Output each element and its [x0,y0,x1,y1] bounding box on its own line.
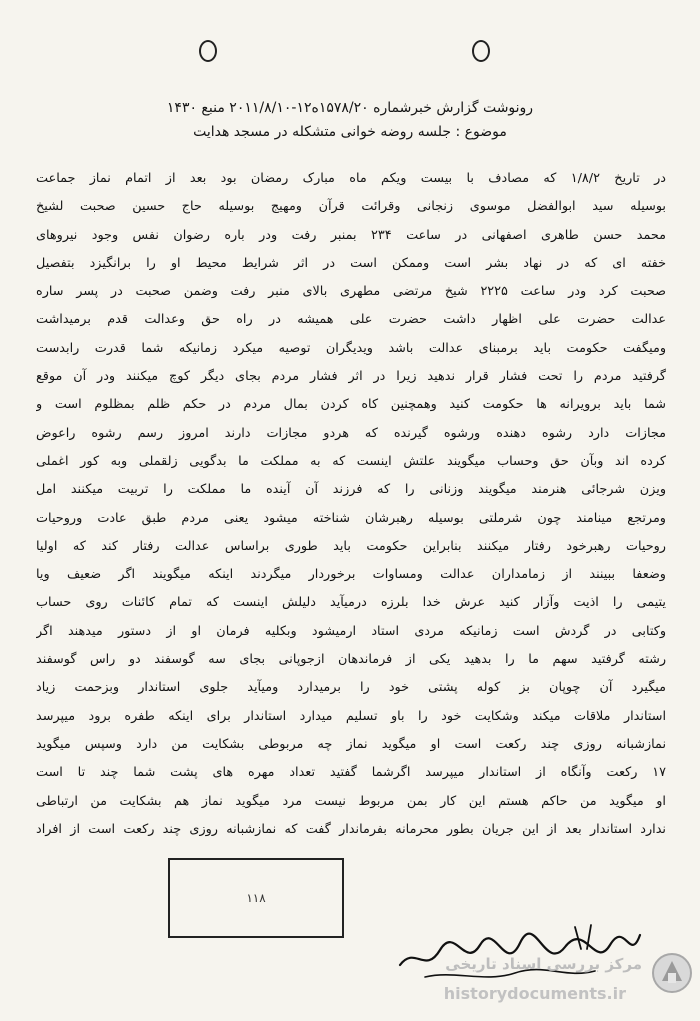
body-line: بوسیله سید ابوالفضل موسوی زنجانی وقرائت قرآن ومهیج بوسیله حاج حسین صحبت لشیخ [36,199,666,215]
body-line: ومیگفت حکومت باید برمبنای عدالت باشد ویدیگران توصیه میکرد زمانیکه شما قدرت رابدست [36,340,666,356]
document-header [60,96,640,144]
body-line: محمد حسن طاهری اصفهانی در ساعت ۲۳۴ بمنبر رفت ودر باره رضوان نفس وجود نیروهای [36,227,666,243]
body-line: وکتابی در گردش است زمانیکه مردی استاد ارمیشود وبکلیه فرمان او از دستور میدهند اگر [36,623,666,639]
body-line: گرفتید مردم را تحت فشار قرار ندهید زیرا در اثر فشار مردم بجای دیگر کوچ میکنند ودر آن موقع [36,369,666,385]
archive-watermark-url: historydocuments.ir [443,984,626,1003]
body-line: استاندار ملاقات میکند وشکایت خود را باو تسلیم میدارد استاندار برای اینکه طفره برود میپرسد [36,708,666,724]
report-reference-line: رونوشت گزارش خبرشماره ۱۵۷۸/۲۰ه۱۲-۲۰۱۱/۸/۱۰ منبع ۱۴۳۰ [166,100,534,116]
body-line: عدالت حضرت علی اظهار داشت حضرت علی همیشه در راه حق وعدالت قدم برمیداشت [36,312,666,328]
report-body [36,165,666,844]
body-line: خفته ای که در نهاد بشر است وممکن است در اثر شرایط محیط او را برانگیزد بتفصیل [36,255,666,271]
report-subject-line: موضوع : جلسه روضه خوانی متشکله در مسجد هدایت [193,124,507,140]
body-line: روحیات رهبرخود رفتار میکنند بنابراین حکومت باید طوری براساس عدالت رفتار کند که اولیا [36,538,666,554]
body-line: ومرتجع مینامند چون شرملتی بوسیله رهبرشان شناخته میشود یعنی مردم طبق عادت وروحیات [36,510,666,526]
archive-logo-icon [650,951,694,995]
body-line: مجازات دارد رشوه دهنده ورشوه گیرنده که هردو مجازات دارند امروز رسم رشوه راعوض [36,425,666,441]
body-line: نمازشبانه روزی چند رکعت است او میگوید نماز چه مربوطی بشکایت من دارد وسپس میگوید [36,736,666,752]
body-line: ندارد استاندار بعد از این جریان بطور محرمانه بفرماندار گفت که نمازشبانه روزی چند رکعت است از افراد [36,821,666,837]
archive-watermark-name: مرکز بررسی اسناد تاریخی [445,955,642,973]
body-line: شما باید برویرانه ها حکومت کنید وهمچنین کاه کردن بمال مردم در حکم ظلم بمظلوم است و [36,397,666,413]
stamp-box [168,858,344,938]
body-line: ویزن شرجائی هنرمند میگویند وزنانی را که فرزند آن آینده ما مملکت را تربیت میکنند امل [36,482,666,498]
body-line: کرده اند وبآن حق وحساب میگویند علتش اینست که به مملکت ما بدگویی زلقملی وبه کور اغملی [36,453,666,469]
stamp-number: ۱۱۸ [246,891,266,905]
body-line: او میگوید من حاکم هستم این کار بمن مربوط نیست مرد میگوید نماز هم بشکایت من ارتباطی [36,793,666,809]
punch-hole-right [472,40,490,62]
body-line: یتیمی را اذیت وآزار کنید عرش خدا بلرزه درمیآید دلیلش اینست که تمام کائنات روی حساب [36,595,666,611]
body-line: صحبت کرد ودر ساعت ۲۲۲۵ شیخ مرتضی مطهری بالای منبر رفت وضمن صحبت در پسر ساره [36,284,666,300]
body-line: ۱۷ رکعت وآنگاه از استاندار میپرسد اگرشما گفتید تعداد مهره های پشت شما چند تا است [36,765,666,781]
body-line: میگیرد آن چوپان بز کوله پشتی خود را برمیدارد ومیآید جلوی استاندار وبزحمت زیاد [36,680,666,696]
body-line: وضعفا ببینند از زمامداران عدالت ومساوات برخوردار میگردند اینکه میگویند اگر ضعیف ویا [36,567,666,583]
body-line: در تاریخ ۱/۸/۲ که مصادف با بیست ویکم ماه مبارک رمضان بود بعد از اتمام نماز جماعت [36,171,666,186]
body-line: رشته گرفتید سهم ما را بدهید یکی از فرماندهان ازجوپانی بجای سه گوسفند دو راس گوسفند [36,652,666,668]
punch-hole-left [199,40,217,62]
handwritten-signature [395,915,645,990]
